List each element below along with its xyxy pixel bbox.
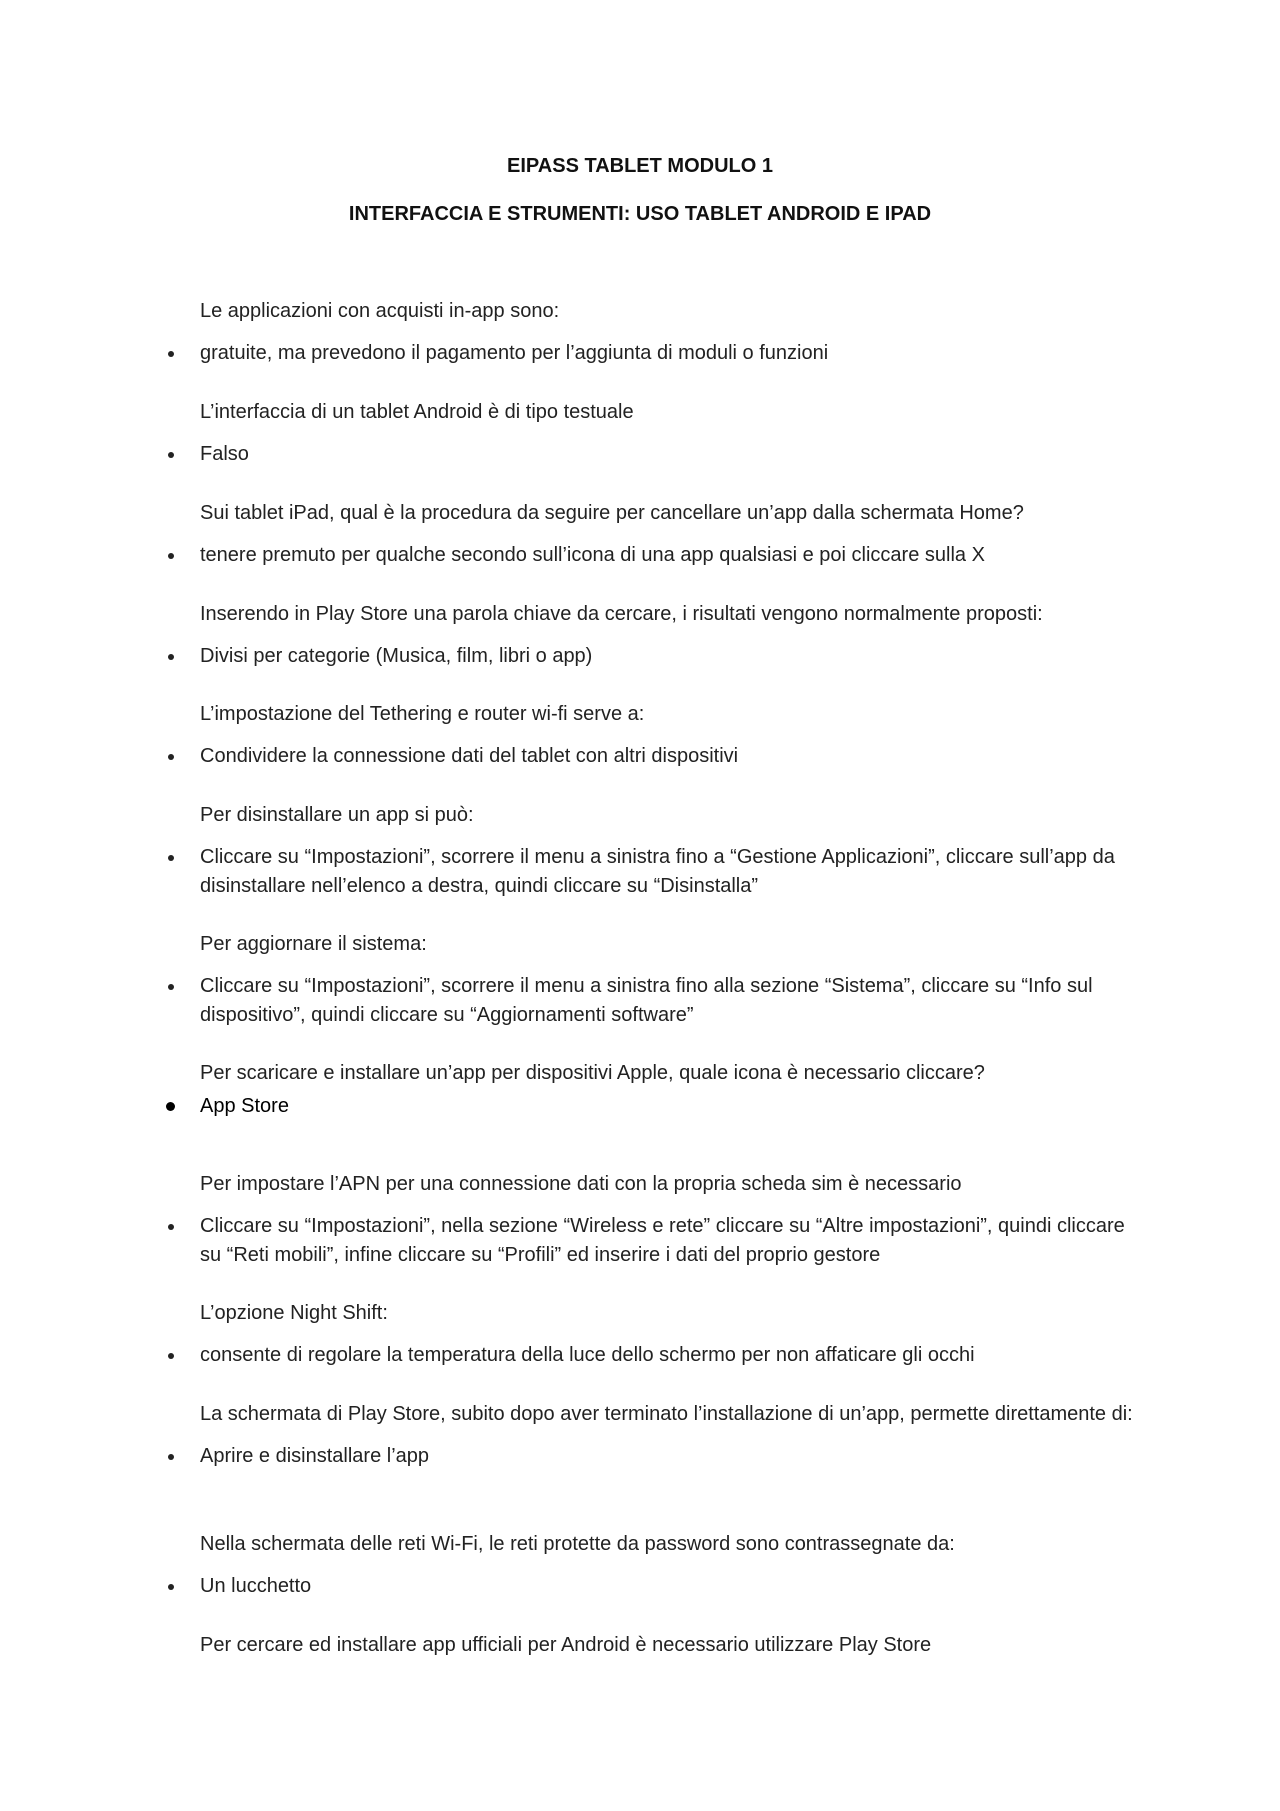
bullet-icon — [168, 1224, 174, 1230]
answer-text: gratuite, ma prevedono il pagamento per l’aggiunta di moduli o funzioni — [200, 342, 829, 364]
bullet-icon — [168, 654, 174, 660]
bullet-icon — [168, 855, 174, 861]
answer-item — [200, 1442, 1140, 1471]
qa-item — [200, 600, 1140, 671]
answer-item — [200, 843, 1140, 901]
answer-text: consente di regolare la temperatura della luce dello schermo per non affaticare gli occhi — [200, 1344, 975, 1366]
bullet-icon — [168, 553, 174, 559]
answer-text: Un lucchetto — [200, 1575, 312, 1597]
answer-text: Aprire e disinstallare l’app — [200, 1445, 430, 1467]
answer-item — [200, 1341, 1140, 1370]
answer-text: Cliccare su “Impostazioni”, scorrere il menu a sinistra fino a “Gestione Applicazioni”, cliccare sull’app da disinstallare nell’elenco a destra, quindi cliccare su “Disinstalla” — [200, 846, 1115, 897]
bullet-icon — [166, 1102, 175, 1111]
qa-item — [200, 700, 1140, 771]
qa-item — [200, 1299, 1140, 1370]
qa-item — [200, 297, 1140, 368]
answer-item — [200, 1212, 1140, 1270]
answer-item — [200, 440, 1140, 469]
answer-text: Divisi per categorie (Musica, film, libri o app) — [200, 645, 593, 667]
qa-item — [200, 1059, 1140, 1121]
bullet-icon — [168, 1454, 174, 1460]
bullet-icon — [168, 351, 174, 357]
answer-text: Falso — [200, 443, 249, 465]
answer-item — [200, 972, 1140, 1030]
question-text: Per scaricare e installare un’app per dispositivi Apple, quale icona è necessario cliccare? — [200, 1062, 985, 1084]
question-text: Nella schermata delle reti Wi-Fi, le reti protette da password sono contrassegnate da: — [200, 1533, 955, 1555]
qa-item — [200, 1631, 1140, 1660]
document-subtitle: INTERFACCIA E STRUMENTI: USO TABLET ANDROID E IPAD — [348, 203, 932, 225]
bullet-icon — [168, 1353, 174, 1359]
question-text: L’opzione Night Shift: — [200, 1302, 388, 1324]
qa-item — [200, 499, 1140, 570]
answer-item — [200, 1092, 1140, 1121]
answer-text: Cliccare su “Impostazioni”, scorrere il menu a sinistra fino alla sezione “Sistema”, cliccare su “Info sul dispositivo”, quindi cliccare su “Aggiornamenti software” — [200, 975, 1093, 1026]
qa-item — [200, 1400, 1140, 1471]
bullet-icon — [168, 984, 174, 990]
answer-text: Condividere la connessione dati del tablet con altri dispositivi — [200, 745, 739, 767]
question-text: Sui tablet iPad, qual è la procedura da seguire per cancellare un’app dalla schermata Home? — [200, 502, 1024, 524]
bullet-icon — [168, 1584, 174, 1590]
answer-item — [200, 541, 1140, 570]
qa-item — [200, 930, 1140, 1030]
qa-item — [200, 1530, 1140, 1601]
answer-text: tenere premuto per qualche secondo sull’icona di una app qualsiasi e poi cliccare sulla X — [200, 544, 985, 566]
answer-item — [200, 642, 1140, 671]
question-text: Per impostare l’APN per una connessione dati con la propria scheda sim è necessario — [200, 1173, 962, 1195]
qa-item — [200, 398, 1140, 469]
question-text: Per cercare ed installare app ufficiali per Android è necessario utilizzare Play Store — [200, 1634, 932, 1656]
question-text: Per disinstallare un app si può: — [200, 804, 474, 826]
question-text: Inserendo in Play Store una parola chiave da cercare, i risultati vengono normalmente proposti: — [200, 603, 1043, 625]
bullet-icon — [168, 452, 174, 458]
question-text: Le applicazioni con acquisti in-app sono: — [200, 300, 560, 322]
question-text: La schermata di Play Store, subito dopo aver terminato l’installazione di un’app, permette direttamente di: — [200, 1403, 1133, 1425]
qa-item — [200, 801, 1140, 901]
answer-text: Cliccare su “Impostazioni”, nella sezione “Wireless e rete” cliccare su “Altre impostazioni”, quindi cliccare su “Reti mobili”, infine cliccare su “Profili” ed inserire i dati del proprio gestore — [200, 1215, 1125, 1266]
question-text: L’impostazione del Tethering e router wi-fi serve a: — [200, 703, 645, 725]
question-text: L’interfaccia di un tablet Android è di tipo testuale — [200, 401, 634, 423]
qa-item — [200, 1170, 1140, 1270]
answer-text: App Store — [200, 1095, 289, 1117]
answer-item — [200, 339, 1140, 368]
answer-item — [200, 1572, 1140, 1601]
document-title: EIPASS TABLET MODULO 1 — [507, 155, 773, 177]
answer-item — [200, 742, 1140, 771]
bullet-icon — [168, 754, 174, 760]
question-text: Per aggiornare il sistema: — [200, 933, 427, 955]
